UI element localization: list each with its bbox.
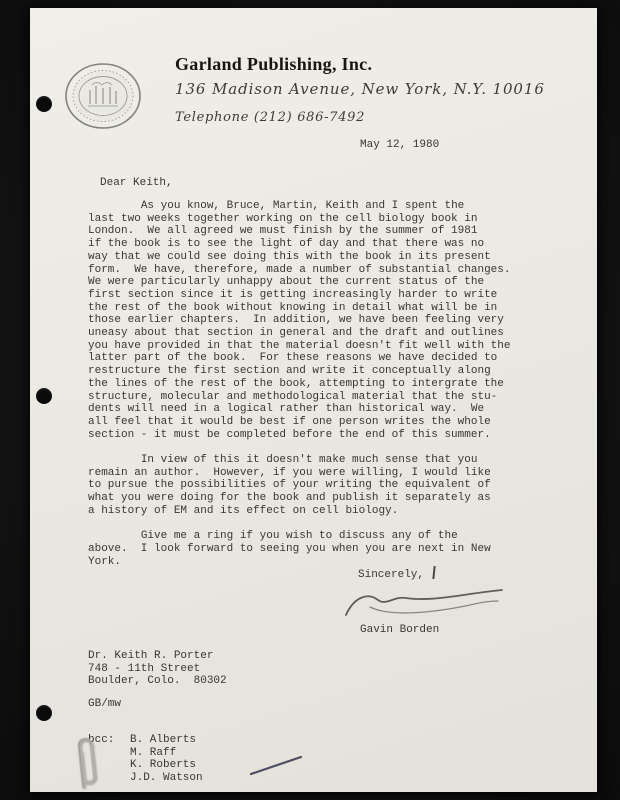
publisher-seal-logo [62,60,144,132]
recipient-address-block [88,650,227,688]
company-name: Garland Publishing, Inc. [175,54,373,74]
bcc-name: B. Alberts [130,734,197,746]
bcc-name: K. Roberts [130,759,197,772]
salutation: Dear Keith, [100,177,173,189]
company-telephone: Telephone (212) 686-7492 [175,110,366,125]
body-paragraph-1: As you know, Bruce, Martin, Keith and I spent the last two weeks together working on the cell biology book in London. We all agreed we must finish by the summer of 1981 if the book is to see the light of day and that there was no way that we could see doing this with the book in its present form. We have, therefore, made a number of substantial changes. We were particularly unhappy about the current status of the first section since it is getting increasingly harder to write the rest of the book without knowing in detail what will be in those earlier chapters. In addition, we have been feeling very uneasy about that section in general and the draft and outlines you have provided in that the material doesn't fit well with the latter part of the book. For these reasons we have decided to restructure the first section and write it conceptually along the lines of the rest of the book, attempting to intergrate the structure, molecular and methodological material that the stu- dents will need in a logical rather than historical way. We all feel that it would be best if one person writes the whole section - it must be completed before the end of this summer. [88,200,511,441]
pen-slash-mark [248,752,306,778]
letter-date: May 12, 1980 [360,139,440,151]
closing-text: Sincerely, [358,569,425,581]
recipient-name: Dr. Keith R. Porter [88,650,214,662]
punch-hole [36,388,52,404]
signature-scribble [340,582,512,626]
bcc-name: J.D. Watson [130,772,203,785]
bcc-names [130,734,203,785]
company-address: 136 Madison Avenue, New York, N.Y. 10016 [175,80,545,98]
recipient-street: 748 - 11th Street [88,662,201,675]
recipient-city: Boulder, Colo. 80302 [88,675,227,688]
body-paragraph-2: In view of this it doesn't make much sense that you remain an author. However, if you were willing, I would like to pursue the possibilities of your writing the equivalent of what you were doing for the book and publish it separately as a history of EM and its effect on cell biology. [88,454,491,517]
paperclip [63,730,115,796]
pen-mark [432,566,435,579]
closing-line [358,566,435,582]
punch-hole [36,705,52,721]
letter-body [88,200,550,568]
body-paragraph-3: Give me a ring if you wish to discuss any of the above. I look forward to seeing you when you are next in New York. [88,530,491,568]
bcc-label: bcc: [88,734,115,746]
reference-initials: GB/mw [88,698,122,710]
letter-page [30,8,597,792]
bcc-name: M. Raff [130,746,177,759]
punch-hole [36,96,52,112]
signer-name: Gavin Borden [360,624,440,636]
